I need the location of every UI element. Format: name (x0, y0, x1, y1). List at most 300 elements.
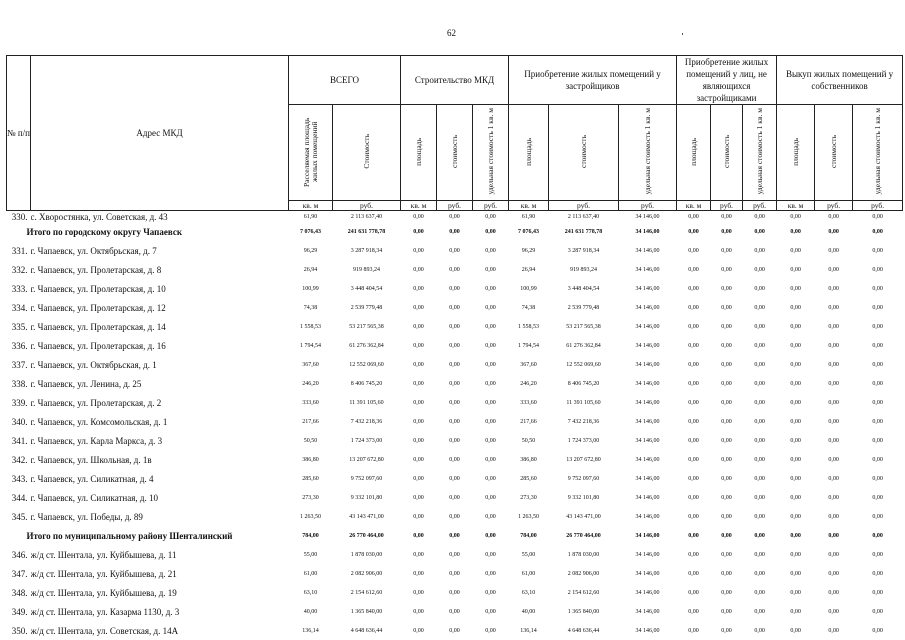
value-cell: 0,00 (721, 323, 732, 330)
row-number: 332. (11, 264, 28, 275)
value-cell: 0,00 (790, 342, 801, 349)
value-cell: 0,00 (413, 570, 424, 577)
value-cell: 0,00 (790, 551, 801, 558)
value-cell: 0,00 (828, 247, 839, 254)
value-cell: 0,00 (485, 361, 496, 368)
table-row (7, 393, 903, 412)
value-cell: 0,00 (413, 399, 424, 406)
header-group-buyout: Выкуп жилых помещений у собственников (777, 56, 903, 105)
value-cell: 0,00 (721, 247, 732, 254)
value-cell: 0,00 (872, 532, 883, 539)
value-cell: 0,00 (721, 532, 732, 539)
address-cell: г. Чапаевск, ул. Пролетарская, д. 14 (30, 321, 166, 332)
address-cell: г. Чапаевск, ул. Пролетарская, д. 10 (30, 283, 166, 294)
table-row (7, 412, 903, 431)
table-row (7, 602, 903, 621)
value-cell: 34 146,00 (635, 418, 660, 425)
value-cell: 61,00 (521, 570, 536, 577)
value-cell: 0,00 (754, 304, 765, 311)
value-cell: 0,00 (828, 304, 839, 311)
value-cell: 34 146,00 (635, 475, 660, 482)
value-cell: 0,00 (721, 213, 732, 220)
value-cell: 2 539 779,48 (350, 304, 383, 311)
value-cell: 0,00 (828, 380, 839, 387)
resettlement-table (6, 55, 903, 640)
value-cell: 0,00 (449, 285, 460, 292)
unit-label: руб. (437, 201, 473, 211)
value-cell: 0,00 (828, 342, 839, 349)
value-cell: 0,00 (790, 513, 801, 520)
value-cell: 2 539 779,48 (567, 304, 600, 311)
value-cell: 0,00 (754, 532, 765, 539)
value-cell: 0,00 (754, 213, 765, 220)
value-cell: 0,00 (413, 475, 424, 482)
value-cell: 0,00 (485, 228, 496, 235)
value-cell: 0,00 (449, 247, 460, 254)
value-cell: 784,00 (520, 532, 537, 539)
value-cell: 0,00 (449, 589, 460, 596)
table-body (7, 211, 903, 640)
address-cell: г. Чапаевск, ул. Карла Маркса, д. 3 (30, 435, 163, 446)
header-sub-nondev-area: площадь (677, 105, 711, 201)
unit-label: кв. м (677, 201, 711, 211)
value-cell: 7 432 218,36 (350, 418, 383, 425)
value-cell: 0,00 (872, 418, 883, 425)
address-cell: г. Чапаевск, ул. Пролетарская, д. 16 (30, 340, 166, 351)
value-cell: 96,29 (303, 247, 318, 254)
value-cell: 0,00 (754, 627, 765, 634)
value-cell: 0,00 (828, 361, 839, 368)
value-cell: 0,00 (872, 247, 883, 254)
unit-label: руб. (711, 201, 743, 211)
row-number: 333. (11, 283, 28, 294)
table-row (7, 564, 903, 583)
value-cell: 34 146,00 (635, 247, 660, 254)
table-row (7, 583, 903, 602)
row-number: 344. (11, 492, 28, 503)
value-cell: 26 770 464,00 (566, 532, 601, 539)
value-cell: 100,99 (302, 285, 319, 292)
value-cell: 0,00 (828, 437, 839, 444)
value-cell: 55,00 (303, 551, 318, 558)
value-cell: 2 082 906,00 (350, 570, 383, 577)
value-cell: 0,00 (790, 475, 801, 482)
unit-label: руб. (743, 201, 777, 211)
address-cell: г. Чапаевск, ул. Пролетарская, д. 2 (30, 397, 162, 408)
value-cell: 0,00 (790, 437, 801, 444)
table-row (7, 260, 903, 279)
value-cell: 0,00 (485, 304, 496, 311)
value-cell: 0,00 (413, 627, 424, 634)
value-cell: 9 332 101,80 (350, 494, 383, 501)
value-cell: 34 146,00 (635, 285, 660, 292)
value-cell: 0,00 (688, 323, 699, 330)
value-cell: 74,38 (303, 304, 318, 311)
value-cell: 0,00 (790, 494, 801, 501)
value-cell: 34 146,00 (635, 437, 660, 444)
header-group-total: ВСЕГО (289, 56, 401, 105)
scan-mark (682, 33, 683, 35)
value-cell: 0,00 (754, 513, 765, 520)
value-cell: 63,10 (521, 589, 536, 596)
value-cell: 61 276 362,84 (566, 342, 601, 349)
value-cell: 0,00 (721, 551, 732, 558)
value-cell: 0,00 (688, 213, 699, 220)
value-cell: 0,00 (449, 266, 460, 273)
table-row (7, 469, 903, 488)
value-cell: 0,00 (485, 342, 496, 349)
address-cell: с. Хворостянка, ул. Советская, д. 43 (30, 211, 168, 222)
header-sub-nondev-unit-cost: удельная стоимость 1 кв. м (743, 105, 777, 201)
row-number: 349. (11, 606, 28, 617)
value-cell: 0,00 (872, 266, 883, 273)
value-cell: 0,00 (688, 551, 699, 558)
table-row (7, 336, 903, 355)
value-cell: 0,00 (872, 608, 883, 615)
value-cell: 12 552 069,60 (566, 361, 601, 368)
value-cell: 34 146,00 (635, 304, 660, 311)
header-sub-dev-unit-cost: удельная стоимость 1 кв. м (619, 105, 677, 201)
value-cell: 4 648 636,44 (567, 627, 600, 634)
value-cell: 0,00 (872, 342, 883, 349)
value-cell: 0,00 (688, 456, 699, 463)
value-cell: 1 794,54 (300, 342, 321, 349)
value-cell: 919 893,24 (570, 266, 598, 273)
value-cell: 11 391 105,60 (566, 399, 601, 406)
value-cell: 0,00 (721, 570, 732, 577)
value-cell: 0,00 (413, 342, 424, 349)
value-cell: 0,00 (449, 627, 460, 634)
value-cell: 0,00 (721, 627, 732, 634)
address-cell: ж/д ст. Шентала, ул. Куйбышева, д. 19 (30, 587, 177, 598)
value-cell: 0,00 (828, 589, 839, 596)
value-cell: 7 076,43 (518, 228, 540, 235)
header-sub-total-cost: Стоимость (333, 105, 401, 201)
value-cell: 0,00 (721, 228, 732, 235)
value-cell: 0,00 (485, 418, 496, 425)
table-row (7, 431, 903, 450)
row-number: 343. (11, 473, 28, 484)
value-cell: 4 648 636,44 (350, 627, 383, 634)
value-cell: 0,00 (449, 213, 460, 220)
value-cell: 0,00 (790, 532, 801, 539)
value-cell: 63,10 (303, 589, 318, 596)
value-cell: 0,00 (828, 494, 839, 501)
value-cell: 2 113 637,40 (567, 213, 600, 220)
value-cell: 0,00 (688, 513, 699, 520)
value-cell: 0,00 (449, 532, 460, 539)
value-cell: 26,94 (521, 266, 536, 273)
value-cell: 12 552 069,60 (349, 361, 384, 368)
value-cell: 0,00 (872, 228, 883, 235)
value-cell: 0,00 (872, 627, 883, 634)
value-cell: 0,00 (872, 437, 883, 444)
value-cell: 3 287 918,34 (567, 247, 600, 254)
value-cell: 9 752 097,60 (567, 475, 600, 482)
value-cell: 0,00 (754, 399, 765, 406)
value-cell: 34 146,00 (635, 323, 660, 330)
value-cell: 0,00 (721, 342, 732, 349)
table-row (7, 374, 903, 393)
value-cell: 34 146,00 (635, 213, 660, 220)
value-cell: 0,00 (485, 323, 496, 330)
unit-label: руб. (549, 201, 619, 211)
value-cell: 0,00 (872, 323, 883, 330)
value-cell: 1 724 373,00 (567, 437, 600, 444)
value-cell: 96,29 (521, 247, 536, 254)
value-cell: 7 076,43 (300, 228, 321, 235)
value-cell: 0,00 (413, 513, 424, 520)
value-cell: 1 794,54 (518, 342, 540, 349)
unit-label: кв. м (289, 201, 333, 211)
value-cell: 0,00 (790, 247, 801, 254)
value-cell: 0,00 (828, 399, 839, 406)
address-cell: г. Чапаевск, ул. Школьная, д. 1в (30, 454, 152, 465)
value-cell: 0,00 (413, 213, 424, 220)
value-cell: 0,00 (688, 361, 699, 368)
value-cell: 0,00 (721, 285, 732, 292)
value-cell: 0,00 (688, 342, 699, 349)
value-cell: 7 432 218,36 (567, 418, 600, 425)
value-cell: 0,00 (413, 532, 424, 539)
value-cell: 1 878 030,00 (567, 551, 600, 558)
unit-label: руб. (853, 201, 903, 211)
value-cell: 34 146,00 (635, 266, 660, 273)
address-cell: г. Чапаевск, ул. Ленина, д. 25 (30, 378, 142, 389)
value-cell: 0,00 (828, 608, 839, 615)
value-cell: 0,00 (688, 494, 699, 501)
value-cell: 0,00 (754, 266, 765, 273)
value-cell: 246,20 (520, 380, 537, 387)
value-cell: 50,50 (303, 437, 318, 444)
value-cell: 0,00 (449, 608, 460, 615)
value-cell: 0,00 (872, 304, 883, 311)
value-cell: 333,60 (520, 399, 537, 406)
value-cell: 0,00 (688, 437, 699, 444)
table-row (7, 211, 903, 223)
value-cell: 0,00 (790, 361, 801, 368)
value-cell: 0,00 (485, 513, 496, 520)
value-cell: 0,00 (828, 213, 839, 220)
value-cell: 34 146,00 (635, 532, 660, 539)
value-cell: 285,60 (520, 475, 537, 482)
value-cell: 3 448 404,54 (567, 285, 600, 292)
table-row (7, 279, 903, 298)
value-cell: 217,66 (302, 418, 319, 425)
value-cell: 0,00 (872, 213, 883, 220)
value-cell: 0,00 (688, 399, 699, 406)
table-row (7, 621, 903, 640)
row-number: 348. (11, 587, 28, 598)
value-cell: 3 287 918,34 (350, 247, 383, 254)
unit-label: руб. (619, 201, 677, 211)
value-cell: 0,00 (485, 627, 496, 634)
value-cell: 74,38 (521, 304, 536, 311)
value-cell: 0,00 (872, 399, 883, 406)
value-cell: 0,00 (872, 285, 883, 292)
value-cell: 34 146,00 (635, 380, 660, 387)
value-cell: 0,00 (721, 608, 732, 615)
value-cell: 61,00 (303, 570, 318, 577)
value-cell: 0,00 (688, 608, 699, 615)
header-sub-build-unit-cost: удельная стоимость 1 кв. м (473, 105, 509, 201)
value-cell: 9 752 097,60 (350, 475, 383, 482)
value-cell: 34 146,00 (635, 494, 660, 501)
value-cell: 26,94 (303, 266, 318, 273)
value-cell: 34 146,00 (635, 361, 660, 368)
value-cell: 217,66 (520, 418, 537, 425)
value-cell: 0,00 (721, 437, 732, 444)
header-sub-build-area: площадь (401, 105, 437, 201)
value-cell: 0,00 (413, 228, 424, 235)
value-cell: 241 631 778,78 (347, 228, 386, 235)
value-cell: 0,00 (790, 304, 801, 311)
total-label: Итого по муниципальному району Шенталинский (26, 530, 233, 541)
unit-label: кв. м (401, 201, 437, 211)
value-cell: 333,60 (302, 399, 319, 406)
address-cell: ж/д ст. Шентала, ул. Советская, д. 14А (30, 625, 179, 636)
value-cell: 0,00 (828, 228, 839, 235)
value-cell: 0,00 (413, 247, 424, 254)
address-cell: г. Чапаевск, ул. Силикатная, д. 4 (30, 473, 154, 484)
value-cell: 0,00 (790, 228, 801, 235)
value-cell: 13 207 672,80 (349, 456, 384, 463)
unit-label: руб. (815, 201, 853, 211)
value-cell: 0,00 (413, 361, 424, 368)
row-number: 347. (11, 568, 28, 579)
value-cell: 0,00 (754, 551, 765, 558)
value-cell: 34 146,00 (635, 589, 660, 596)
value-cell: 0,00 (790, 285, 801, 292)
value-cell: 0,00 (790, 627, 801, 634)
value-cell: 0,00 (872, 475, 883, 482)
value-cell: 0,00 (413, 494, 424, 501)
value-cell: 3 448 404,54 (350, 285, 383, 292)
value-cell: 0,00 (828, 456, 839, 463)
value-cell: 0,00 (872, 551, 883, 558)
value-cell: 61,90 (521, 213, 536, 220)
value-cell: 50,50 (521, 437, 536, 444)
value-cell: 0,00 (721, 304, 732, 311)
header-sub-nondev-cost: стоимость (711, 105, 743, 201)
value-cell: 0,00 (828, 551, 839, 558)
value-cell: 2 113 637,40 (350, 213, 383, 220)
value-cell: 0,00 (754, 437, 765, 444)
value-cell: 0,00 (872, 494, 883, 501)
row-number: 338. (11, 378, 28, 389)
value-cell: 0,00 (485, 475, 496, 482)
value-cell: 0,00 (485, 266, 496, 273)
value-cell: 0,00 (790, 608, 801, 615)
table-total-row (7, 526, 903, 545)
value-cell: 2 154 612,60 (350, 589, 383, 596)
value-cell: 136,14 (520, 627, 537, 634)
value-cell: 0,00 (449, 342, 460, 349)
address-cell: г. Чапаевск, ул. Победы, д. 89 (30, 511, 143, 522)
value-cell: 784,00 (302, 532, 319, 539)
value-cell: 0,00 (449, 456, 460, 463)
table-row (7, 507, 903, 526)
value-cell: 0,00 (485, 456, 496, 463)
value-cell: 0,00 (790, 570, 801, 577)
value-cell: 0,00 (721, 456, 732, 463)
value-cell: 0,00 (790, 399, 801, 406)
value-cell: 13 207 672,80 (566, 456, 601, 463)
value-cell: 0,00 (721, 494, 732, 501)
value-cell: 0,00 (721, 418, 732, 425)
value-cell: 1 365 840,00 (567, 608, 600, 615)
value-cell: 0,00 (828, 418, 839, 425)
value-cell: 0,00 (413, 323, 424, 330)
value-cell: 0,00 (413, 608, 424, 615)
header-sub-build-cost: стоимость (437, 105, 473, 201)
value-cell: 8 406 745,20 (567, 380, 600, 387)
value-cell: 0,00 (754, 589, 765, 596)
value-cell: 0,00 (485, 570, 496, 577)
value-cell: 0,00 (721, 361, 732, 368)
value-cell: 273,30 (302, 494, 319, 501)
address-cell: г. Чапаевск, ул. Октябрьская, д. 1 (30, 359, 157, 370)
value-cell: 40,00 (303, 608, 318, 615)
value-cell: 0,00 (872, 456, 883, 463)
value-cell: 0,00 (688, 570, 699, 577)
value-cell: 0,00 (721, 589, 732, 596)
value-cell: 0,00 (828, 513, 839, 520)
table-total-row (7, 222, 903, 241)
table-row (7, 545, 903, 564)
value-cell: 2 154 612,60 (567, 589, 600, 596)
value-cell: 0,00 (790, 323, 801, 330)
value-cell: 0,00 (688, 589, 699, 596)
value-cell: 0,00 (754, 247, 765, 254)
value-cell: 1 558,53 (300, 323, 321, 330)
value-cell: 8 406 745,20 (350, 380, 383, 387)
value-cell: 0,00 (828, 285, 839, 292)
value-cell: 0,00 (828, 570, 839, 577)
value-cell: 136,14 (302, 627, 319, 634)
value-cell: 0,00 (485, 532, 496, 539)
value-cell: 0,00 (449, 418, 460, 425)
value-cell: 55,00 (521, 551, 536, 558)
value-cell: 61,90 (303, 213, 318, 220)
value-cell: 0,00 (688, 285, 699, 292)
unit-label: руб. (333, 201, 401, 211)
value-cell: 0,00 (872, 380, 883, 387)
value-cell: 40,00 (521, 608, 536, 615)
value-cell: 0,00 (754, 494, 765, 501)
value-cell: 34 146,00 (635, 608, 660, 615)
header-sub-buyout-cost: стоимость (815, 105, 853, 201)
value-cell: 43 143 471,00 (349, 513, 384, 520)
value-cell: 0,00 (828, 627, 839, 634)
value-cell: 0,00 (413, 285, 424, 292)
value-cell: 0,00 (485, 437, 496, 444)
value-cell: 241 631 778,78 (564, 228, 603, 235)
value-cell: 0,00 (828, 323, 839, 330)
row-number: 342. (11, 454, 28, 465)
unit-label: кв. м (777, 201, 815, 211)
value-cell: 0,00 (828, 532, 839, 539)
value-cell: 386,80 (302, 456, 319, 463)
value-cell: 0,00 (790, 589, 801, 596)
row-number: 340. (11, 416, 28, 427)
value-cell: 0,00 (721, 513, 732, 520)
row-number: 331. (11, 245, 28, 256)
header-sub-dev-cost: стоимость (549, 105, 619, 201)
value-cell: 0,00 (872, 361, 883, 368)
value-cell: 1 263,50 (518, 513, 540, 520)
value-cell: 0,00 (790, 213, 801, 220)
